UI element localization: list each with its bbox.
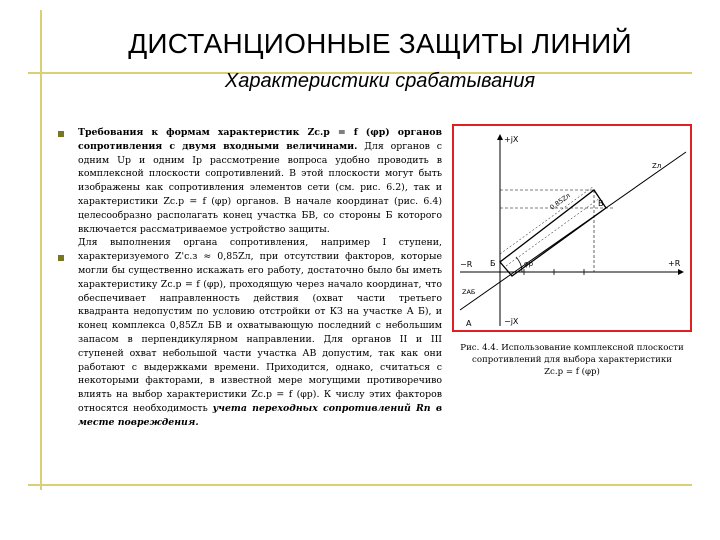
bottom-rule (28, 484, 692, 486)
label-phi: φр (524, 260, 534, 268)
r-axis-arrow (678, 269, 684, 275)
label-zl: Zл (652, 162, 662, 170)
hatch-line (500, 186, 594, 254)
label-zsz: 0,85Zл (548, 191, 572, 212)
label-minus-jx: −jX (504, 317, 519, 326)
figure-box (452, 124, 692, 332)
label-zab: ZАБ (462, 288, 476, 296)
slide-title: ДИСТАНЦИОННЫЕ ЗАЩИТЫ ЛИНИЙ (128, 28, 632, 59)
slide-subtitle: Характеристики срабатывания (224, 70, 536, 92)
figure-caption (452, 342, 692, 378)
paragraph-1 (78, 126, 442, 236)
paragraph-1-rest: Для органов с одним Uр и одним Iр рассмотрение вопроса удобно проводить в комплексной плоскости сопротивлений. В этой плоскости могут быть изображены как сопротивления элементов сети (см. рис. 6.2), так и характеристики Zс.р = f (φр) органов. В начале координат (рис. 6.4) целесообразно располагать конец участка БВ, со стороны Б которого включается рассматриваемое устройство защиты. (78, 140, 443, 235)
paragraph-1-lead: Требования к формам характеристик Zс.р = f (φр) органов сопротивления с двумя входными величинами. (78, 127, 442, 152)
caption-line-3: Zс.р = f (φр) (544, 367, 600, 377)
label-a: А (466, 319, 472, 328)
jx-axis-arrow (497, 134, 503, 140)
paragraph-2 (78, 236, 442, 429)
impedance-plane-diagram (454, 126, 690, 330)
label-minus-r: −R (460, 260, 473, 269)
bullet-marker-1 (58, 131, 64, 137)
line-impedance-diagonal (460, 152, 686, 310)
body-text (78, 126, 442, 430)
caption-line-1: Рис. 4.4. Использование комплексной плоскости (460, 343, 684, 353)
label-b: Б (490, 259, 496, 268)
label-v: В (598, 199, 604, 208)
paragraph-2-emph: учета переходных сопротивлений Rп в месте повреждения. (78, 402, 443, 428)
label-plus-jx: +jX (504, 135, 519, 144)
label-plus-r: +R (668, 259, 681, 268)
caption-line-2: сопротивлений для выбора характеристики (472, 355, 672, 365)
bullet-marker-2 (58, 255, 64, 261)
paragraph-2-main: Для выполнения органа сопротивления, например I ступени, характеризуемого Z'с.з ≈ 0,85Zл, при отсутствии факторов, которые могли бы существенно искажать его работу, достаточно было бы иметь характеристику Zс.р = f (φр), проходящую через начало координат, что обеспечивает направленность действия (охват части третьего квадранта недопустим по условию отстройки от КЗ на участке А Б), и конец комплекса 0,85Zл БВ и охватывающую последний с небольшим запасом в перпендикулярном направлении. Для органов II и III ступеней охват небольшой части участка АВ допустим, так как они работают с выдержками времени. Приходится, однако, считаться с некоторыми факторами, в известной мере могущими противоречиво влиять на выбор характеристики Zс.р = f (φр). К числу этих факторов относятся необходимость (78, 237, 442, 414)
